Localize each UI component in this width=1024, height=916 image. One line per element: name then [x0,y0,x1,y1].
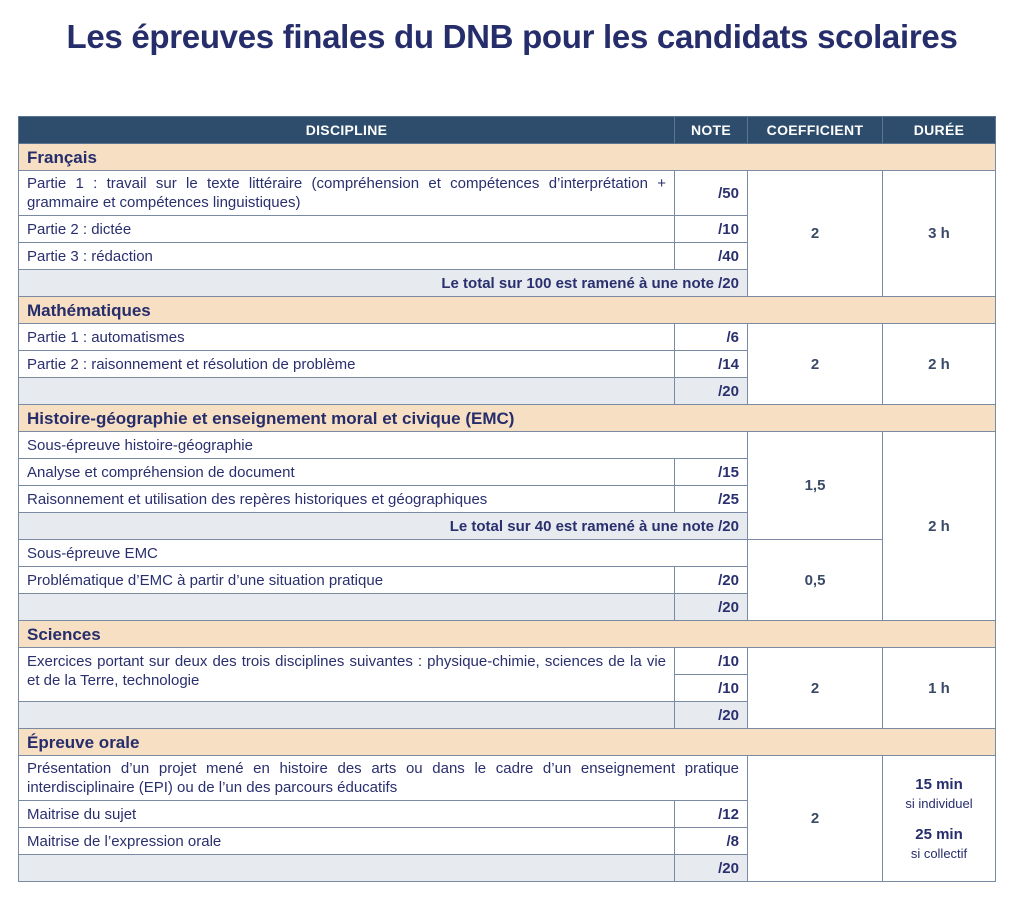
total-text: Le total sur 100 est ramené à une note /20 [19,270,748,297]
row-label: Partie 2 : dictée [19,216,675,243]
row-label: Problématique d’EMC à partir d’une situation pratique [19,567,675,594]
duree-collectif-time: 25 min [915,825,963,843]
total-note: /20 [675,702,748,729]
total-spacer [19,594,675,621]
row-note: /10 [675,216,748,243]
subsection-title: Sous-épreuve EMC [19,540,748,567]
coefficient-francais: 2 [748,171,883,297]
row-label: Partie 1 : travail sur le texte littéraire (compréhension et compétences d’interprétation + grammaire et compétences linguistiques) [19,171,675,216]
duree-sciences: 1 h [883,648,996,729]
row-label: Partie 3 : rédaction [19,243,675,270]
row-note: /12 [675,801,748,828]
section-histoire [19,405,996,432]
subsection-title: Sous-épreuve histoire-géographie [19,432,748,459]
row-label: Analyse et compréhension de document [19,459,675,486]
header-duree: DURÉE [883,117,996,144]
total-note: /20 [675,594,748,621]
row-note: /15 [675,459,748,486]
header-discipline: DISCIPLINE [19,117,675,144]
total-spacer [19,378,675,405]
row-label: Exercices portant sur deux des trois disciplines suivantes : physique-chimie, sciences de la vie et de la Terre, technologie [19,648,675,702]
row-note: /6 [675,324,748,351]
total-spacer [19,855,675,882]
header-coefficient: COEFFICIENT [748,117,883,144]
section-title: Histoire-géographie et enseignement moral et civique (EMC) [19,405,996,432]
duree-maths: 2 h [883,324,996,405]
table-row [19,756,996,801]
section-oral [19,729,996,756]
section-title: Mathématiques [19,297,996,324]
row-note: /25 [675,486,748,513]
total-note: /20 [675,378,748,405]
coefficient-histoire-geo: 1,5 [748,432,883,540]
duree-histoire: 2 h [883,432,996,621]
header-note: NOTE [675,117,748,144]
row-label: Partie 1 : automatismes [19,324,675,351]
table-row [19,324,996,351]
page-title: Les épreuves finales du DNB pour les candidats scolaires [66,18,958,55]
coefficient-emc: 0,5 [748,540,883,621]
table-header-row [19,117,996,144]
section-title: Épreuve orale [19,729,996,756]
duree-individuel-label: si individuel [905,795,973,811]
row-note: /20 [675,567,748,594]
row-label: Présentation d’un projet mené en histoire des arts ou dans le cadre d’un enseignement pratique interdisciplinaire (EPI) ou de l’un des parcours éducatifs [19,756,748,801]
row-label: Partie 2 : raisonnement et résolution de problème [19,351,675,378]
section-sciences [19,621,996,648]
table-row [19,648,996,675]
row-note: /14 [675,351,748,378]
total-spacer [19,702,675,729]
duree-individuel-time: 15 min [915,775,963,793]
row-label: Maitrise de l’expression orale [19,828,675,855]
coefficient-oral: 2 [748,756,883,882]
total-note: /20 [675,855,748,882]
section-title: Sciences [19,621,996,648]
row-label: Maitrise du sujet [19,801,675,828]
section-maths [19,297,996,324]
exams-table [18,116,996,882]
row-note: /10 [675,648,748,675]
section-francais [19,144,996,171]
row-note: /40 [675,243,748,270]
duree-collectif-label: si collectif [910,845,968,861]
row-note: /8 [675,828,748,855]
section-title: Français [19,144,996,171]
coefficient-sciences: 2 [748,648,883,729]
coefficient-maths: 2 [748,324,883,405]
subsection-row [19,540,996,567]
subsection-row [19,432,996,459]
duree-oral [883,756,996,882]
table-row [19,171,996,216]
total-text: Le total sur 40 est ramené à une note /20 [19,513,748,540]
row-label: Raisonnement et utilisation des repères historiques et géographiques [19,486,675,513]
row-note: /10 [675,675,748,702]
row-note: /50 [675,171,748,216]
duree-francais: 3 h [883,171,996,297]
